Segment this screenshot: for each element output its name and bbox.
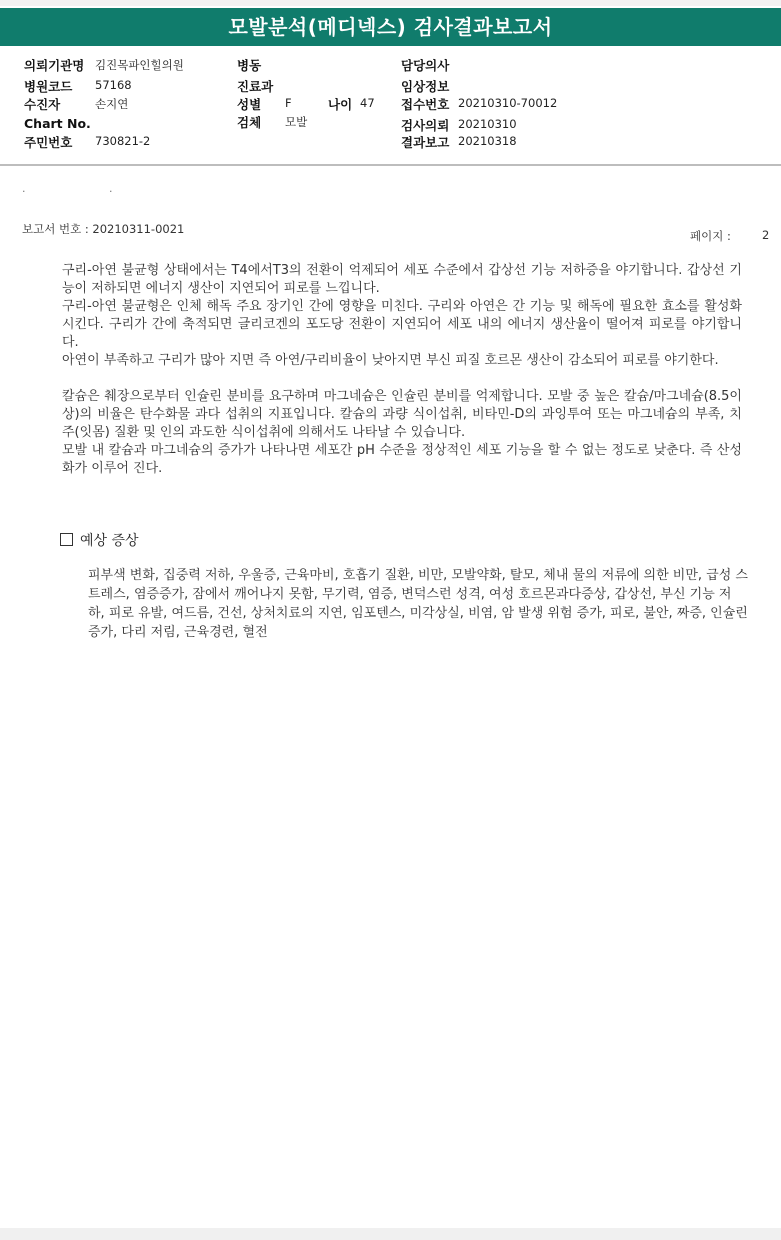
paragraph: 칼슘은 췌장으로부터 인슐린 분비를 요구하며 마그네슘은 인슐린 분비를 억제합니다. 모발 중 높은 칼슘/마그네슘(8.5이상)의 비율은 탄수화물 과다 섭취의 지표입니다. 칼슘의 과량 식이섭취, 비타민-D의 과잉투여 또는 마그네슘의 부족, 치주(잇몸) 질환 및 인의 과도한 식이섭취에 의해서도 나타날 수 있습니다. [62,389,742,440]
institution-value: 김진목파인힐의원 [95,58,184,72]
clinical-info-label: 임상정보 [401,79,450,94]
paragraph: 모발 내 칼슘과 마그네슘의 증가가 나타나면 세포간 pH 수준을 정상적인 세포 기능을 할 수 없는 정도로 낮춘다. 즉 산성화가 이루어 진다. [62,443,742,476]
patient-value: 손지연 [95,97,129,111]
test-request-value: 20210310 [458,117,517,131]
symptoms-title: 예상 증상 [80,533,139,549]
specimen-label: 검체 [237,115,262,130]
checkbox-square-icon [60,533,73,546]
resident-no-label: 주민번호 [24,135,73,150]
ward-label: 병동 [237,58,262,73]
receipt-no-label: 접수번호 [401,97,450,112]
page-label: 페이지 : [690,229,731,243]
page-number: 2 [762,228,770,242]
age-value: 47 [360,96,375,110]
hospital-code-value: 57168 [95,78,132,92]
test-request-label: 검사의뢰 [401,118,450,133]
paragraph: 아연이 부족하고 구리가 많아 지면 즉 아연/구리비율이 낮아지면 부신 피질 호르몬 생산이 감소되어 피로를 야기한다. [62,353,719,368]
doctor-label: 담당의사 [401,58,450,73]
resident-no-value: 730821-2 [95,134,151,148]
report-number: 보고서 번호 : 20210311-0021 [22,222,185,236]
top-strip [0,0,781,6]
chart-no-label: Chart No. [24,116,91,131]
paragraph: 구리-아연 불균형은 인체 해독 주요 장기인 간에 영향을 미친다. 구리와 아연은 간 기능 및 해독에 필요한 효소를 활성화시킨다. 구리가 간에 축적되면 글리코겐의 포도당 전환이 지연되어 세포 내의 에너지 생산율이 떨어져 피로를 야기합니다. [62,299,742,350]
result-report-label: 결과보고 [401,135,450,150]
sex-value: F [285,96,292,110]
scan-dots: . . [22,182,153,195]
patient-info-block [0,54,781,164]
analysis-text [62,262,742,478]
bottom-strip [0,1228,781,1240]
sex-label: 성별 [237,97,262,112]
result-report-value: 20210318 [458,134,517,148]
report-title: 모발분석(메디넥스) 검사결과보고서 [0,8,781,46]
receipt-no-value: 20210310-70012 [458,96,558,110]
hospital-code-label: 병원코드 [24,79,73,94]
age-label: 나이 [328,97,353,112]
institution-label: 의뢰기관명 [24,58,85,73]
specimen-value: 모발 [285,115,308,129]
patient-label: 수진자 [24,97,61,112]
symptoms-heading [60,530,139,550]
department-label: 진료과 [237,79,274,94]
symptoms-text: 피부색 변화, 집중력 저하, 우울증, 근육마비, 호흡기 질환, 비만, 모발약화, 탈모, 체내 물의 저류에 의한 비만, 급성 스트레스, 염증증가, 잠에서 깨어나지 못함, 무기력, 염증, 변덕스런 성격, 여성 호르몬과다증상, 갑상선, 부신 기능 저하, 피로 유발, 여드름, 건선, 상처치료의 지연, 임포텐스, 미각상실, 비염, 암 발생 위험 증가, 피로, 불안, 짜증, 인슐린 증가, 다리 저림, 근육경련, 혈전 [88,568,748,640]
header-separator [0,164,781,166]
paragraph: 구리-아연 불균형 상태에서는 T4에서T3의 전환이 억제되어 세포 수준에서 갑상선 기능 저하증을 야기합니다. 갑상선 기능이 저하되면 에너지 생산이 지연되어 피로를 느낍니다. [62,263,742,296]
